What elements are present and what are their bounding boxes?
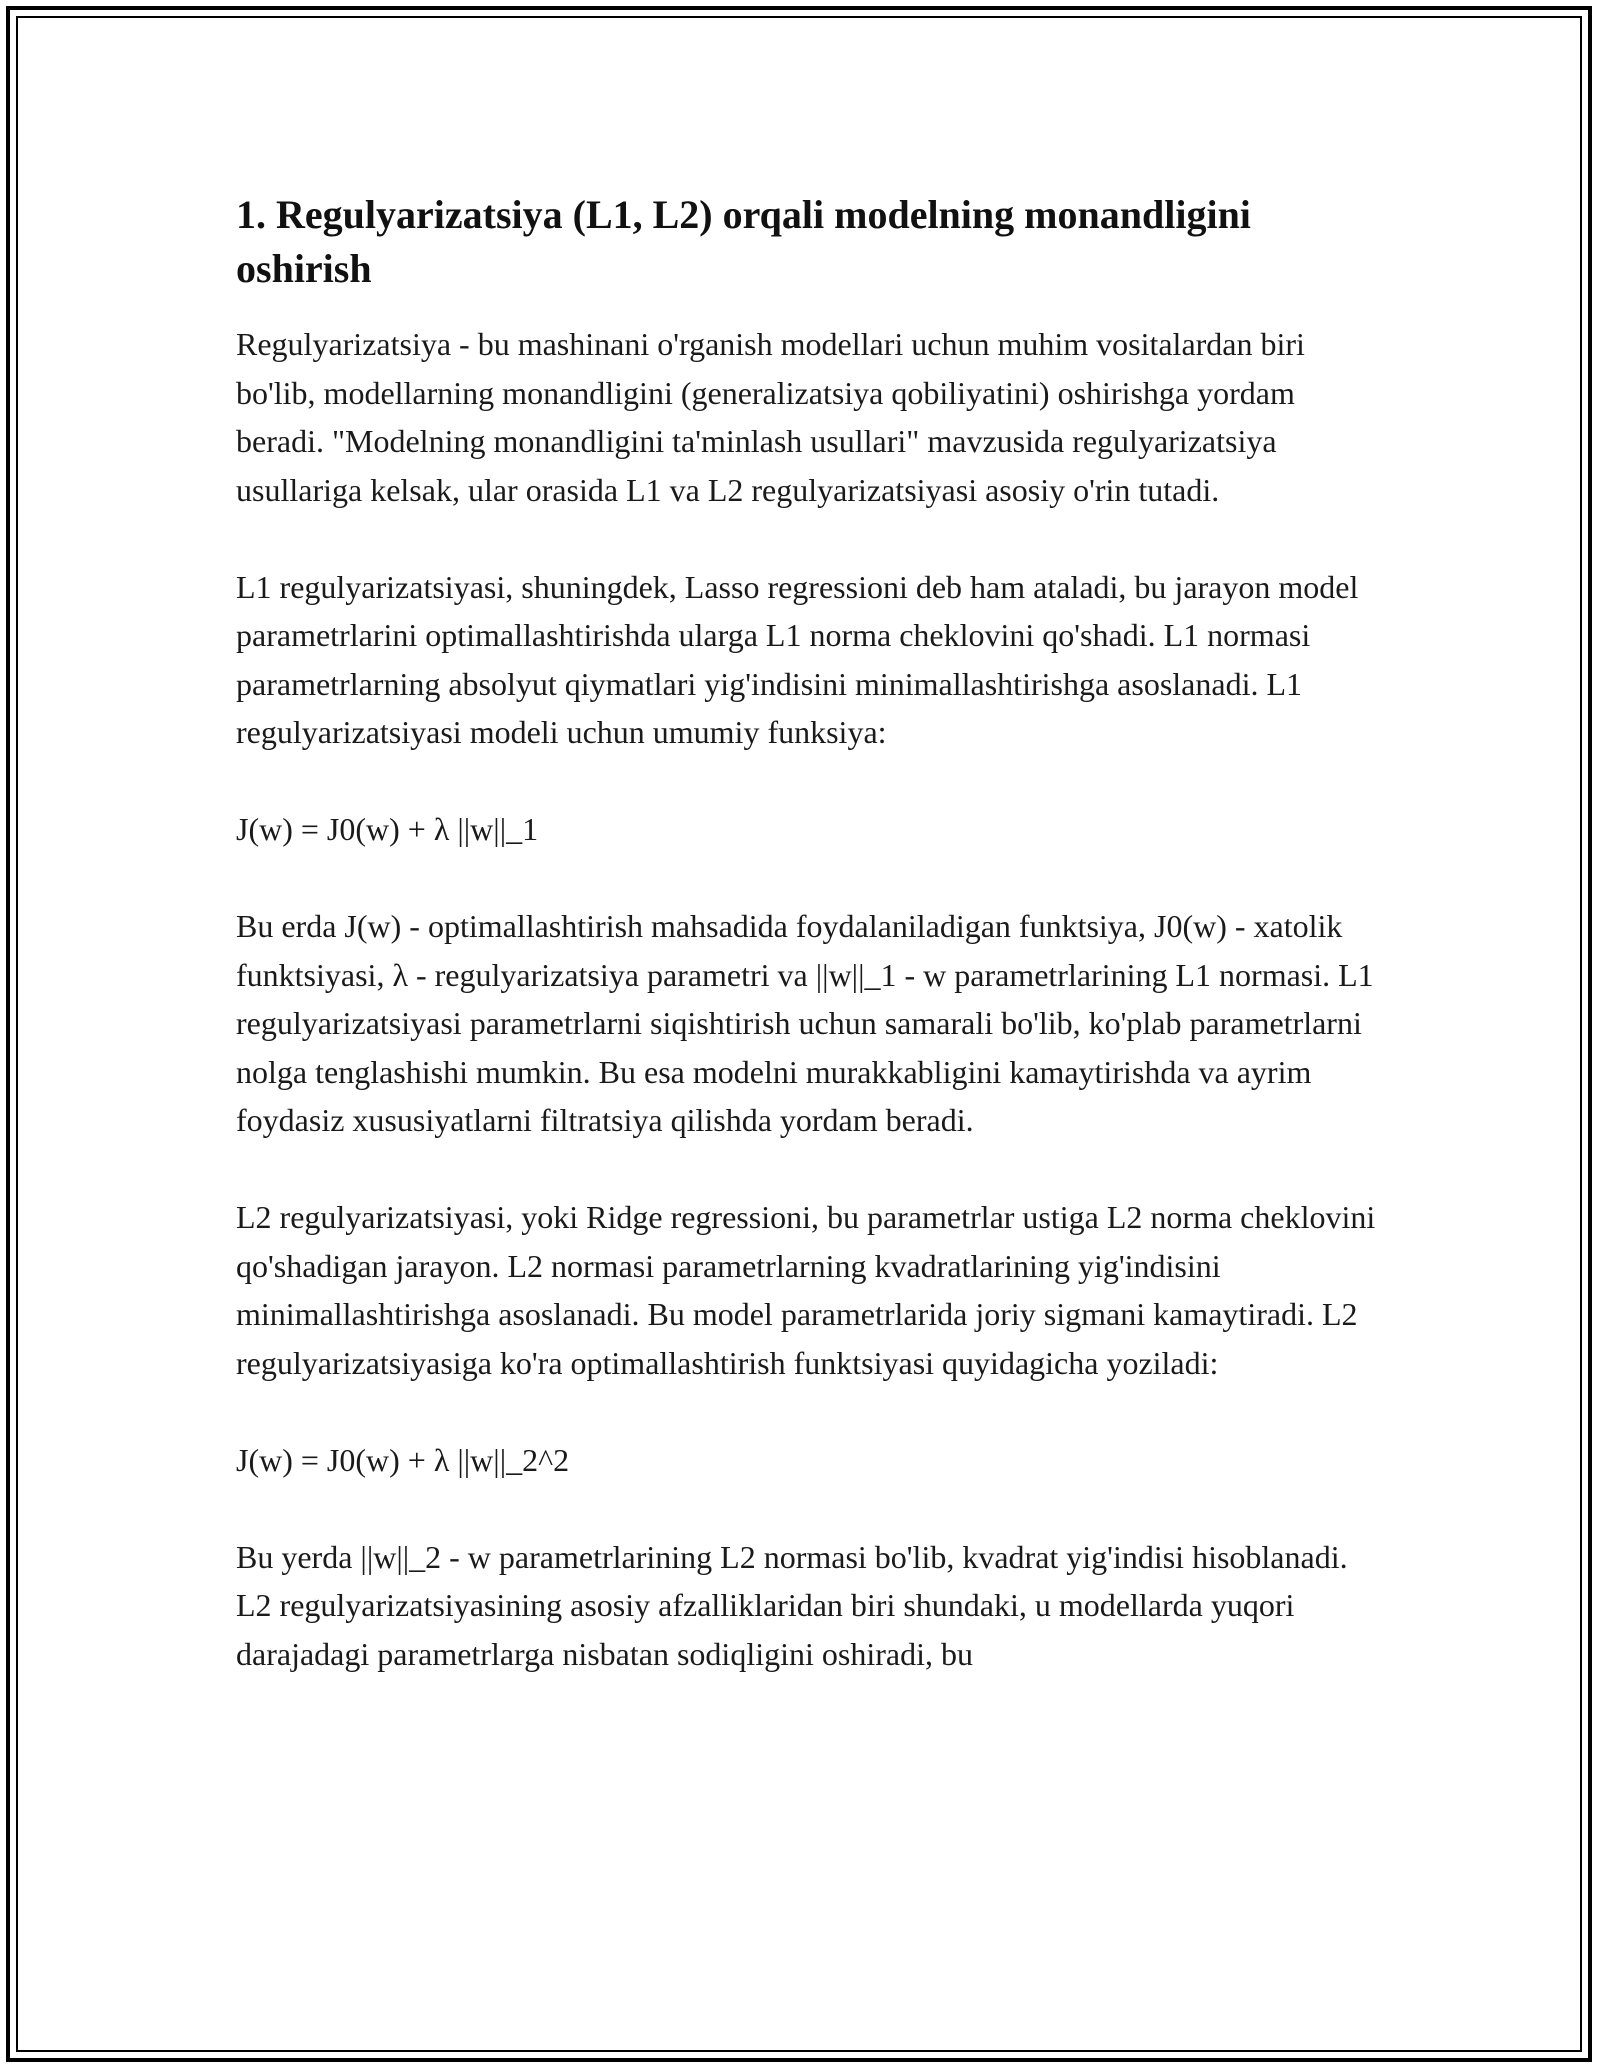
section-heading: 1. Regulyarizatsiya (L1, L2) orqali modelning monandligini oshirish [236,192,1251,291]
formula-l1: J(w) = J0(w) + λ ||w||_1 [236,811,539,847]
paragraph-l2-description: L2 regulyarizatsiyasi, yoki Ridge regressioni, bu parametrlar ustiga L2 norma cheklovini qo'shadigan jarayon. L2 normasi parametrlarning kvadratlarining yig'indisini minimallashtirishga asoslanadi. Bu model parametrlarida joriy sigmani kamaytiradi. L2 regulyarizatsiyasiga ko'ra optimallashtirish funktsiyasi quyidagicha yoziladi: [236,1199,1376,1381]
paragraph-l1-description: L1 regulyarizatsiyasi, shuningdek, Lasso regressioni deb ham ataladi, bu jarayon model parametrlarini optimallashtirishda ularga L1 norma cheklovini qo'shadi. L1 normasi parametrlarning absolyut qiymatlari yig'indisini minimallashtirishga asoslanadi. L1 regulyarizatsiyasi modeli uchun umumiy funksiya: [236,568,1359,750]
formula-l2: J(w) = J0(w) + λ ||w||_2^2 [236,1441,570,1478]
paragraph-l2-explanation: Bu yerda ||w||_2 - w parametrlarining L2 normasi bo'lib, kvadrat yig'indisi hisoblanadi. L2 regulyarizatsiyasining asosiy afzalliklaridan biri shundaki, u modellarda yuqori darajadagi parametrlarga nisbatan sodiqligini oshiradi, bu [236,1538,1348,1672]
paragraph-intro: Regulyarizatsiya - bu mashinani o'rganish modellari uchun muhim vositalardan biri bo'lib, modellarning monandligini (generalizatsiya qobiliyatini) oshirishga yordam beradi. "Modelning monandligini ta'minlash usullari" mavzusida regulyarizatsiya usullariga kelsak, ular orasida L1 va L2 regulyarizatsiyasi asosiy o'rin tutadi. [236,326,1305,508]
paragraph-l1-explanation: Bu erda J(w) - optimallashtirish mahsadida foydalaniladigan funktsiya, J0(w) - xatolik funktsiyasi, λ - regulyarizatsiya parametri va ||w||_1 - w parametrlarining L1 normasi. L1 regulyarizatsiyasi parametrlarni siqishtirish uchun samarali bo'lib, ko'plab parametrlarni nolga tenglashishi mumkin. Bu esa modelni murakkabligini kamaytirishda va ayrim foydasiz xususiyatlarni filtratsiya qilishda yordam beradi. [236,908,1374,1138]
document-body [236,188,1376,1727]
